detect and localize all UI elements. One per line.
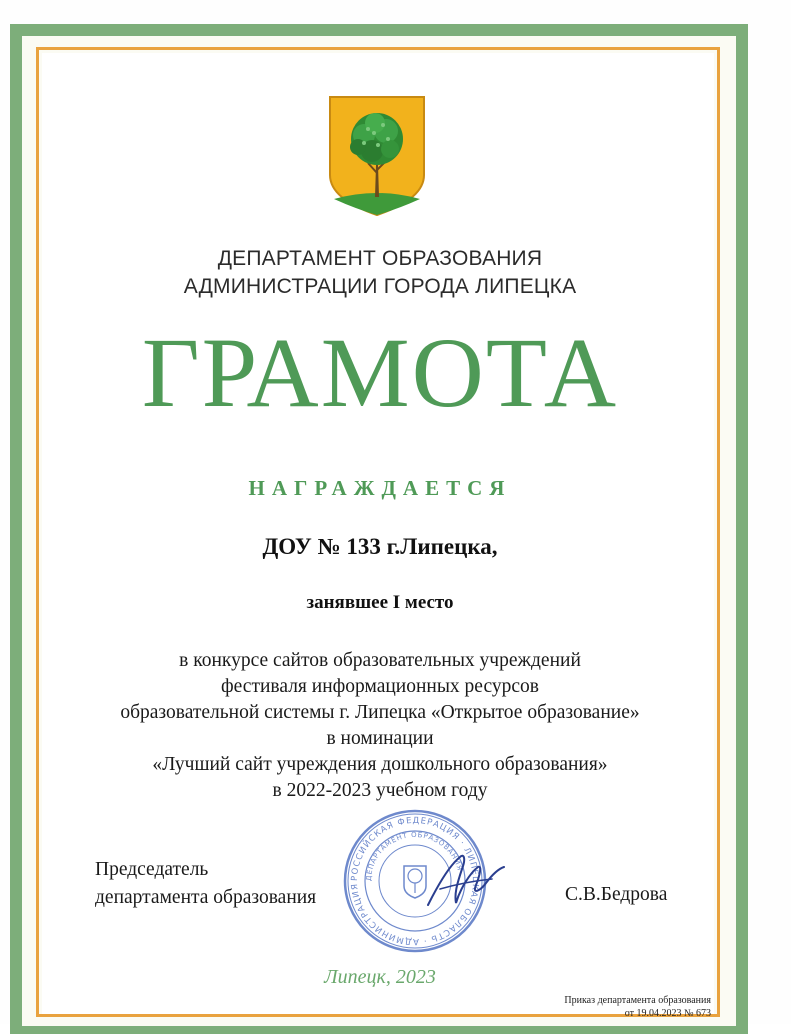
- lipetsk-coat-of-arms-icon: [328, 95, 426, 217]
- awarded-label: НАГРАЖДАЕТСЯ: [248, 476, 512, 500]
- description-line: фестиваля информационных ресурсов: [221, 676, 539, 697]
- handwritten-signature-icon: [420, 845, 510, 915]
- description-line: образовательной системы г. Липецка «Открытое образование»: [120, 702, 640, 723]
- signatory-position-line1: Председатель: [95, 859, 209, 880]
- description-line: в 2022-2023 учебном году: [272, 780, 488, 801]
- department-name-line1: ДЕПАРТАМЕНТ ОБРАЗОВАНИЯ: [217, 247, 543, 270]
- order-line2: от 19.04.2023 № 673: [624, 1008, 711, 1019]
- stamp-outer-text: РОССИЙСКАЯ ФЕДЕРАЦИЯ · ЛИПЕЦКАЯ ОБЛАСТЬ · АДМИНИСТРАЦИЯ: [349, 815, 481, 947]
- description-line: «Лучший сайт учреждения дошкольного образования»: [152, 754, 608, 775]
- recipient-name: ДОУ № 133 г.Липецка,: [262, 534, 498, 559]
- description-line: в номинации: [326, 728, 434, 749]
- award-description: [0, 648, 760, 804]
- certificate-title: ГРАМОТА: [141, 317, 619, 428]
- signatory-name: С.В.Бедрова: [565, 884, 668, 905]
- signatory-position: [95, 856, 316, 912]
- order-reference: [564, 994, 711, 1020]
- place-text: занявшее I место: [306, 592, 454, 613]
- department-name-line2: АДМИНИСТРАЦИИ ГОРОДА ЛИПЕЦКА: [183, 275, 577, 298]
- signatory-position-line2: департамента образования: [95, 887, 317, 908]
- stamp-inner-text: ДЕПАРТАМЕНТ ОБРАЗОВАНИЯ: [364, 830, 464, 882]
- city-year: Липецк, 2023: [324, 966, 436, 988]
- description-line: в конкурсе сайтов образовательных учреждений: [179, 650, 581, 671]
- order-line1: Приказ департамента образования: [564, 995, 711, 1006]
